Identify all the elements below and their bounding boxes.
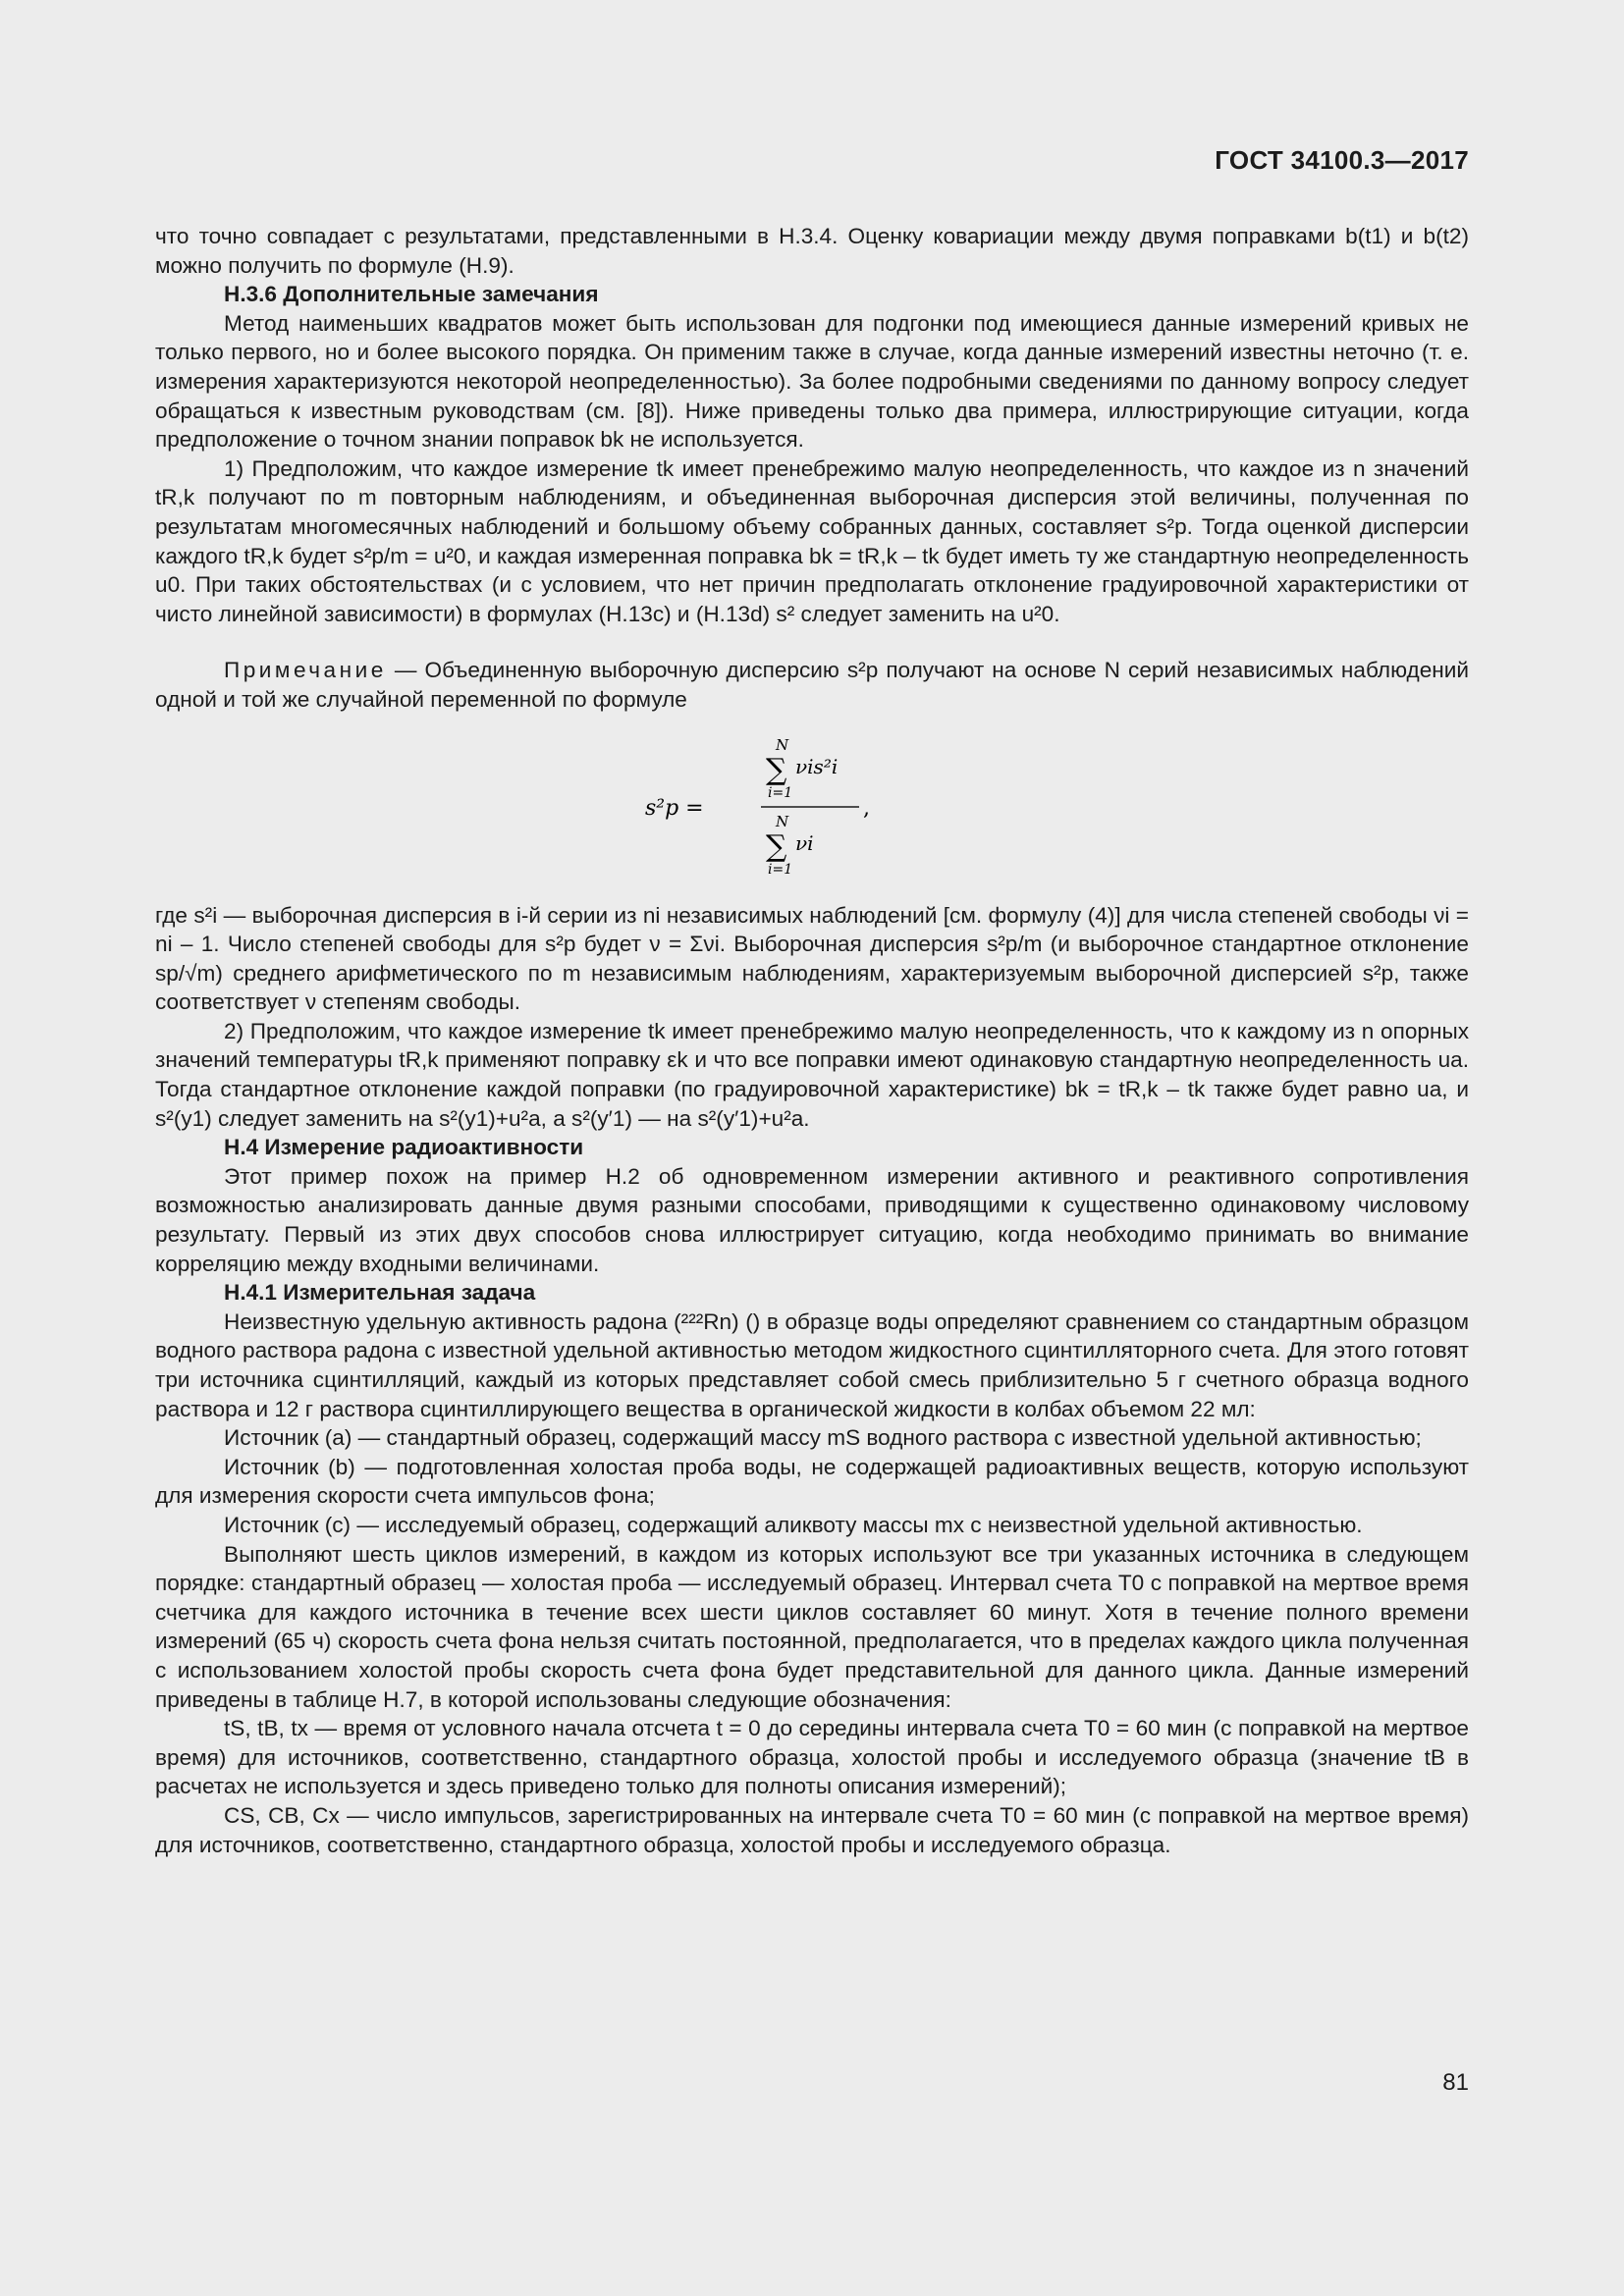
numerator-sum-lower: i=1: [768, 784, 793, 801]
denominator-sigma: ∑: [766, 828, 787, 864]
formula-svg: [635, 732, 989, 880]
denominator-sum-lower: i=1: [768, 861, 793, 878]
paragraph: Источник (a) — стандартный образец, содержащий массу mS водного раствора с известной удельной активностью;: [224, 1425, 1422, 1451]
numerator-sigma: ∑: [766, 752, 787, 787]
section-heading-h4: Н.4 Измерение радиоактивности: [224, 1135, 584, 1160]
denominator-sum-upper: N: [776, 812, 789, 830]
paragraph: что точно совпадает с результатами, представленными в Н.3.4. Оценку ковариации между двумя поправками b(t1) и b(t2) можно получить по формуле (Н.9).: [155, 224, 1469, 278]
denominator-term: νi: [795, 830, 814, 855]
numerator-term: νis²i: [795, 754, 839, 778]
formula-lhs: s²p =: [645, 795, 704, 821]
pooled-variance-formula: [155, 732, 1469, 880]
note-label: Примечание: [224, 658, 387, 683]
paragraph: где s²i — выборочная дисперсия в i-й серии из ni независимых наблюдений [см. формулу (4)] для числа степеней свободы νi = ni – 1. Число степеней свободы для s²p будет ν = Σνi. Выборочная дисперсия s²p/m (и выборочное стандартное отклонение sp/√m) среднего арифметического по m независимым наблюдениям, характеризуемым выборочной дисперсией s²p, также соответствует ν степеням свободы.: [155, 902, 1469, 1015]
note-text: — Объединенную выборочную дисперсию s²p получают на основе N серий независимых наблюдений одной и той же случайной переменной по формуле: [155, 658, 1469, 712]
formula-trailing: ,: [863, 795, 870, 821]
note-paragraph: [155, 656, 1469, 714]
paragraph: Выполняют шесть циклов измерений, в каждом из которых используют все три указанных источника в следующем порядке: стандартный образец — холостая проба — исследуемый образец. Интервал счета T0 с поправкой на мертвое время счетчика для каждого источника в течение всех шести циклов составляет 60 минут. Хотя в течение полного времени измерений (65 ч) скорость счета фона нельзя считать постоянной, предполагается, что в пределах каждого цикла полученная с использованием холостой пробы скорость счета фона будет представительной для данного цикла. Данные измерений приведены в таблице Н.7, в которой использованы следующие обозначения:: [155, 1541, 1469, 1712]
section-heading-h41: Н.4.1 Измерительная задача: [224, 1280, 536, 1306]
document-code: ГОСТ 34100.3—2017: [1215, 145, 1469, 175]
paragraph: Метод наименьших квадратов может быть использован для подгонки под имеющиеся данные измерений кривых не только первого, но и более высокого порядка. Он применим также в случае, когда данные измерений известны неточно (т. е. измерения характеризуются некоторой неопределенностью). За более подробными сведениями по данному вопросу следует обращаться к известным руководствам (см. [8]). Ниже приведены только два примера, иллюстрирующие ситуации, когда предположение о точном знании поправок bk не используется.: [155, 310, 1469, 453]
page-body: [155, 222, 1469, 1859]
paragraph: tS, tB, tx — время от условного начала отсчета t = 0 до середины интервала счета T0 = 60 мин (с поправкой на мертвое время) для источников, соответственно, стандартного образца, холостой пробы и исследуемого образца (значение tB в расчетах не используется и здесь приведено только для полноты описания измерений);: [155, 1716, 1469, 1799]
section-heading-h36: Н.3.6 Дополнительные замечания: [224, 282, 599, 307]
paragraph: CS, CB, Cx — число импульсов, зарегистрированных на интервале счета T0 = 60 мин (с поправкой на мертвое время) для источников, соответственно, стандартного образца, холостой пробы и исследуемого образца.: [155, 1802, 1469, 1857]
page-number: 81: [1442, 2069, 1469, 2096]
paragraph: 2) Предположим, что каждое измерение tk имеет пренебрежимо малую неопределенность, что к каждому из n опорных значений температуры tR,k применяют поправку εk и что все поправки имеют одинаковую стандартную неопределенность ua. Тогда стандартное отклонение каждой поправки (по градуировочной характеристике) bk = tR,k – tk также будет равно ua, и s²(y1) следует заменить на s²(y1)+u²a, а s²(y′1) — на s²(y′1)+u²a.: [155, 1018, 1469, 1131]
paragraph: Этот пример похож на пример Н.2 об одновременном измерении активного и реактивного сопротивления возможностью анализировать данные двумя разными способами, приводящими к существенно одинаковому числовому результату. Первый из этих двух способов снова иллюстрирует ситуацию, когда необходимо принимать во внимание корреляцию между входными величинами.: [155, 1163, 1469, 1276]
paragraph: 1) Предположим, что каждое измерение tk имеет пренебрежимо малую неопределенность, что каждое из n значений tR,k получают по m повторным наблюдениям, и объединенная выборочная дисперсия этой величины, полученная по результатам многомесячных наблюдений и большому объему собранных данных, составляет s²p. Тогда оценкой дисперсии каждого tR,k будет s²p/m = u²0, и каждая измеренная поправка bk = tR,k – tk будет иметь ту же стандартную неопределенность u0. При таких обстоятельствах (и с условием, что нет причин предполагать отклонение градуировочной характеристики от чисто линейной зависимости) в формулах (Н.13c) и (Н.13d) s² следует заменить на u²0.: [155, 455, 1469, 626]
numerator-sum-upper: N: [776, 735, 789, 754]
paragraph: Неизвестную удельную активность радона (²²²Rn) () в образце воды определяют сравнением со стандартным образцом водного раствора радона с известной удельной активностью методом жидкостного сцинтилляторного счета. Для этого готовят три источника сцинтилляций, каждый из которых представляет собой смесь приблизительно 5 г счетного образца водного раствора и 12 г раствора сцинтиллирующего вещества в органической жидкости в колбах объемом 22 мл:: [155, 1308, 1469, 1421]
paragraph: Источник (c) — исследуемый образец, содержащий аликвоту массы mx с неизвестной удельной активностью.: [224, 1512, 1363, 1537]
paragraph: Источник (b) — подготовленная холостая проба воды, не содержащей радиоактивных веществ, которую используют для измерения скорости счета импульсов фона;: [155, 1454, 1469, 1509]
